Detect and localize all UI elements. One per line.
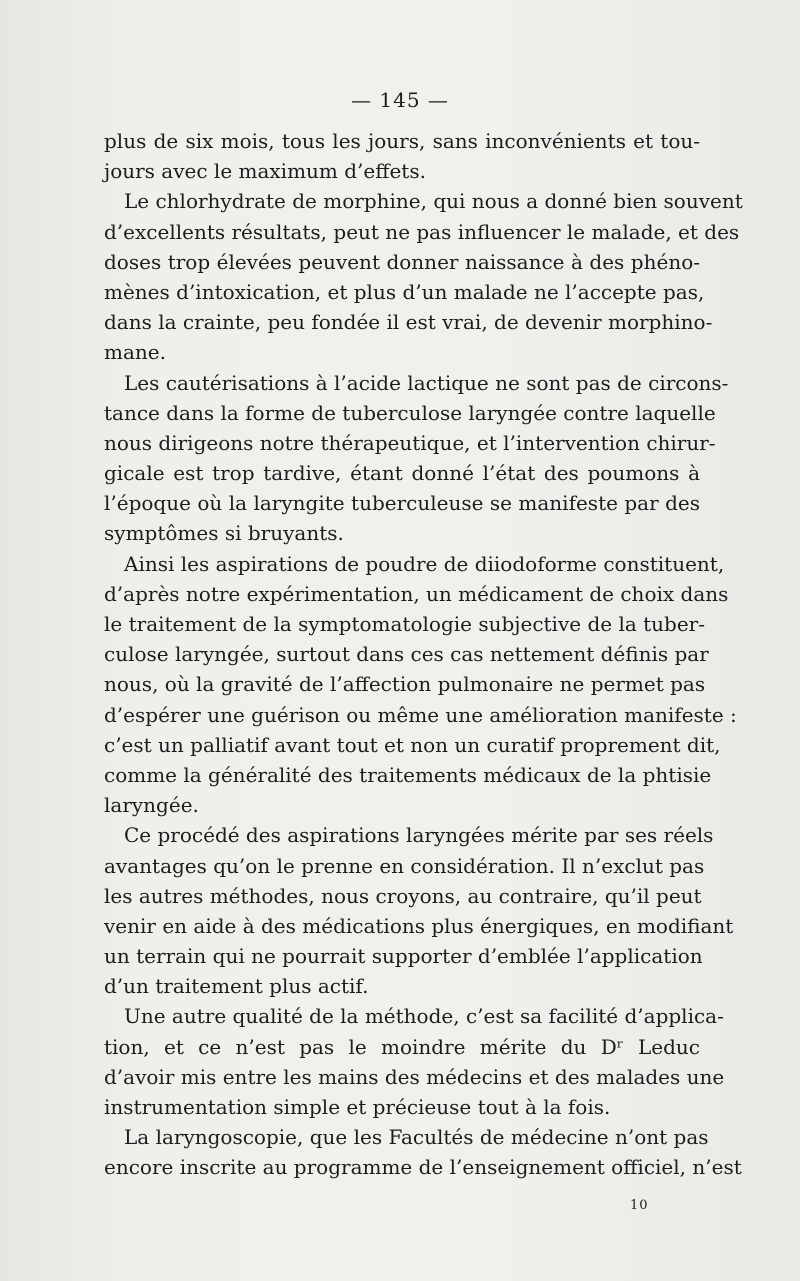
text-line: nous, où la gravité de l’affection pulmonaire ne permet pas [104, 672, 706, 697]
text-line: Ce procédé des aspirations laryngées mérite par ses réels [124, 823, 714, 848]
signature-mark: 10 [630, 1198, 649, 1213]
text-line: un terrain qui ne pourrait supporter d’emblée l’application [104, 944, 703, 969]
text-line: doses trop élevées peuvent donner naissance à des phéno- [104, 249, 700, 274]
text-line: plus de six mois, tous les jours, sans inconvénients et tou- [104, 129, 700, 153]
text-line: avantages qu’on le prenne en considération. Il n’exclut pas [104, 853, 705, 878]
text-line: d’après notre expérimentation, un médicament de choix dans [104, 581, 729, 606]
text-line: d’un traitement plus actif. [104, 974, 369, 999]
text-line: d’excellents résultats, peut ne pas influencer le malade, et des [104, 219, 740, 244]
text-line: l’époque où la laryngite tuberculeuse se manifeste par des [104, 491, 700, 516]
text-line: encore inscrite au programme de l’enseignement officiel, n’est [104, 1155, 742, 1180]
text-line: d’espérer une guérison ou même une amélioration manifeste : [104, 702, 737, 727]
text-line: Les cautérisations à l’acide lactique ne sont pas de circons- [124, 370, 729, 395]
text-line: Le chlorhydrate de morphine, qui nous a donné bien souvent [124, 189, 743, 214]
text-line: jours avec le maximum d’effets. [104, 159, 426, 184]
text-line: c’est un palliatif avant tout et non un curatif proprement dit, [104, 732, 721, 757]
text-line: culose laryngée, surtout dans ces cas nettement définis par [104, 642, 709, 667]
text-line: instrumentation simple et précieuse tout à la fois. [104, 1095, 611, 1119]
text-line: La laryngoscopie, que les Facultés de médecine n’ont pas [124, 1125, 709, 1150]
text-line: nous dirigeons notre thérapeutique, et l’intervention chirur- [104, 430, 716, 455]
text-line: Ainsi les aspirations de poudre de diiodoforme constituent, [124, 551, 725, 576]
text-line: comme la généralité des traitements médicaux de la phtisie [104, 762, 712, 787]
text-line: le traitement de la symptomatologie subjective de la tuber- [104, 612, 705, 636]
text-line: gicale est trop tardive, étant donné l’état des poumons à [104, 461, 700, 486]
text-line: les autres méthodes, nous croyons, au contraire, qu’il peut [104, 883, 702, 908]
text-line: d’avoir mis entre les mains des médecins et des malades une [104, 1064, 725, 1089]
text-line: dans la crainte, peu fondée il est vrai, de devenir morphino- [104, 310, 713, 335]
text-line: mane. [104, 340, 166, 365]
text-line: tion, et ce n’est pas le moindre mérite du Dʳ Leduc [104, 1034, 700, 1059]
page-number: — 145 — [351, 88, 449, 112]
text-line: mènes d’intoxication, et plus d’un malade ne l’accepte pas, [104, 279, 705, 304]
text-line: tance dans la forme de tuberculose laryngée contre laquelle [104, 400, 716, 425]
text-line: symptômes si bruyants. [104, 521, 344, 546]
body-text [104, 126, 743, 1183]
text-line: laryngée. [104, 793, 199, 818]
text-line: venir en aide à des médications plus énergiques, en modifiant [104, 913, 734, 938]
text-line: Une autre qualité de la méthode, c’est sa facilité d’applica- [124, 1004, 724, 1029]
